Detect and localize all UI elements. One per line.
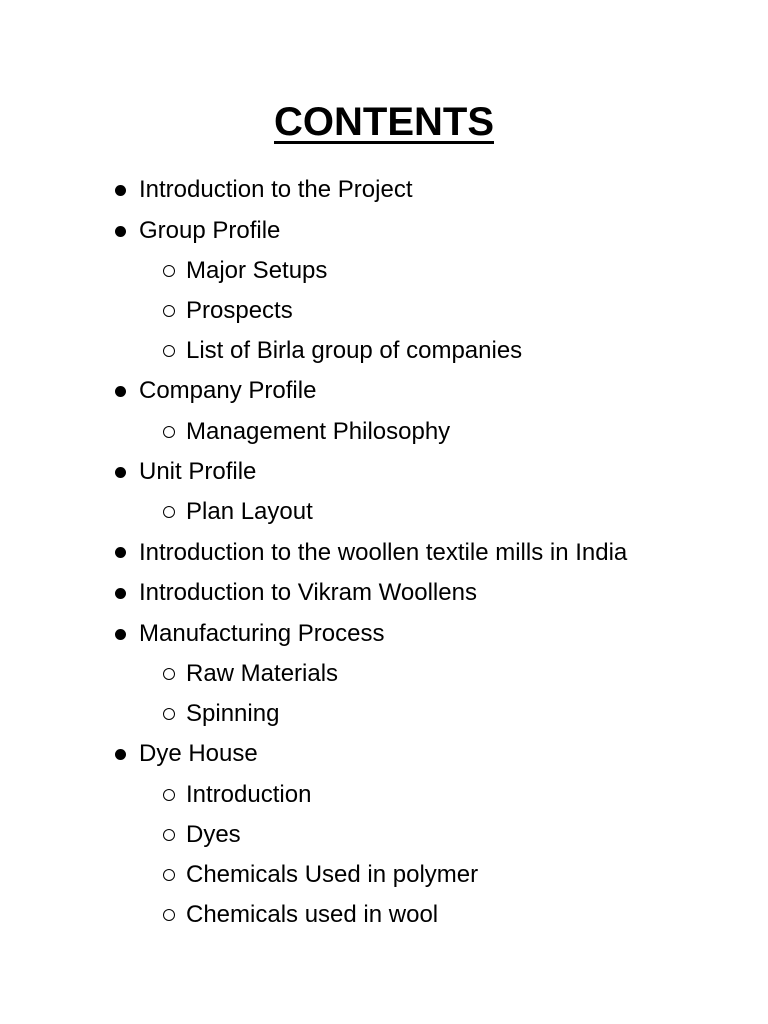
sub-list-item: [113, 654, 673, 694]
bullet-icon: [115, 547, 126, 558]
sub-list-item-label: Chemicals Used in polymer: [186, 860, 479, 888]
sub-list-item: [113, 412, 673, 452]
list-item-label: Company Profile: [139, 377, 317, 404]
page-title: CONTENTS: [274, 100, 494, 144]
list-item: [113, 614, 673, 655]
hollow-bullet-icon: [163, 789, 175, 801]
sub-list-item: [113, 694, 673, 734]
list-item: [113, 532, 673, 573]
list-item: [113, 573, 673, 614]
hollow-bullet-icon: [163, 708, 175, 720]
list-item-label: Dye House: [139, 740, 258, 767]
list-item-label: Group Profile: [139, 216, 281, 244]
list-item: [113, 211, 673, 252]
hollow-bullet-icon: [163, 829, 175, 841]
contents-list: [113, 170, 673, 935]
sub-list-item: [113, 895, 673, 935]
sub-list-item: [113, 291, 673, 331]
bullet-icon: [115, 629, 126, 640]
list-item-label: Introduction to the woollen textile mills in India: [139, 539, 628, 566]
sub-list-item: [113, 855, 673, 895]
bullet-icon: [115, 588, 126, 599]
sub-list-item-label: Management Philosophy: [186, 417, 451, 445]
hollow-bullet-icon: [163, 305, 175, 317]
sub-list-item: [113, 331, 673, 371]
sub-list-item: [113, 251, 673, 291]
bullet-icon: [115, 386, 126, 397]
hollow-bullet-icon: [163, 909, 175, 921]
bullet-icon: [115, 467, 126, 478]
list-item-label: Unit Profile: [139, 457, 257, 485]
list-item-label: Introduction to the Project: [139, 176, 413, 203]
sub-list-item: [113, 775, 673, 815]
sub-list-item-label: Major Setups: [186, 257, 328, 284]
bullet-icon: [115, 226, 126, 237]
bullet-icon: [115, 185, 126, 196]
hollow-bullet-icon: [163, 869, 175, 881]
sub-list-item-label: Chemicals used in wool: [186, 900, 439, 928]
list-item: [113, 371, 673, 412]
sub-list-item-label: Dyes: [186, 820, 241, 848]
list-item-label: Introduction to Vikram Woollens: [139, 579, 477, 606]
sub-list-item-label: List of Birla group of companies: [186, 337, 523, 364]
list-item: [113, 452, 673, 493]
sub-list-item-label: Raw Materials: [186, 660, 339, 687]
hollow-bullet-icon: [163, 345, 175, 357]
sub-list-item: [113, 815, 673, 855]
sub-list-item-label: Spinning: [186, 700, 280, 727]
list-item-label: Manufacturing Process: [139, 619, 385, 647]
hollow-bullet-icon: [163, 668, 175, 680]
list-item: [113, 734, 673, 775]
sub-list-item: [113, 492, 673, 532]
hollow-bullet-icon: [163, 265, 175, 277]
sub-list-item-label: Introduction: [186, 780, 312, 808]
list-item: [113, 170, 673, 211]
hollow-bullet-icon: [163, 426, 175, 438]
sub-list-item-label: Plan Layout: [186, 498, 313, 525]
hollow-bullet-icon: [163, 506, 175, 518]
sub-list-item-label: Prospects: [186, 297, 293, 324]
bullet-icon: [115, 749, 126, 760]
